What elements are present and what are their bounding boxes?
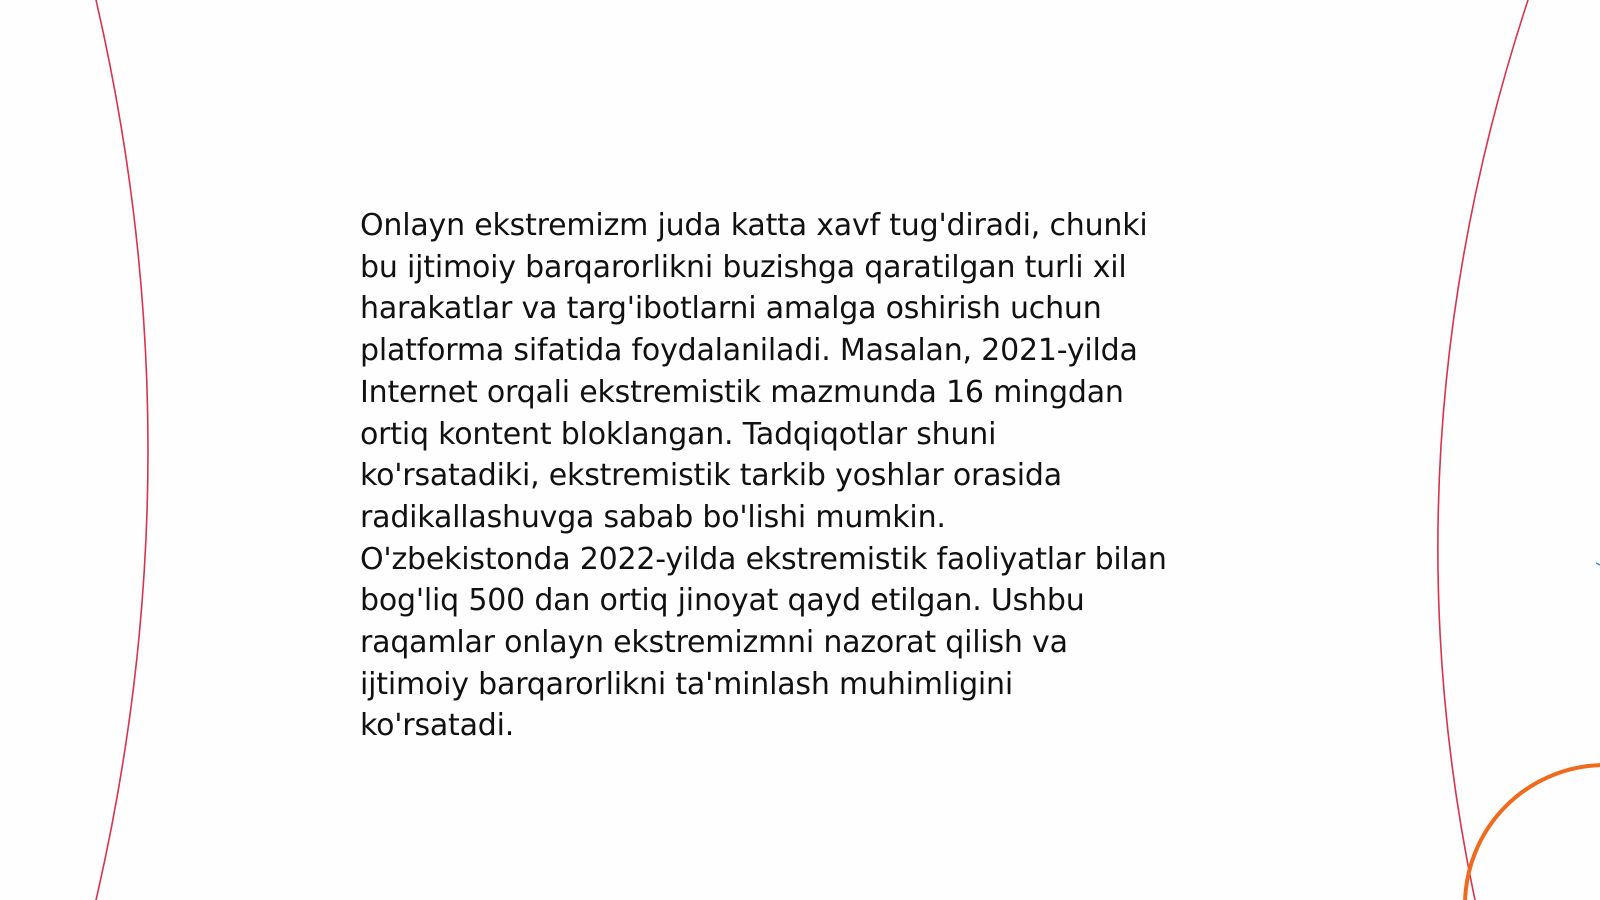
- paragraph-line: ko'rsatadiki, ekstremistik tarkib yoshlar orasida: [360, 458, 1062, 494]
- paragraph-line: ortiq kontent bloklangan. Tadqiqotlar shuni: [360, 416, 997, 452]
- paragraph-line: radikallashuvga sabab bo'lishi mumkin.: [360, 499, 946, 535]
- right-arc-line: [1438, 0, 1528, 900]
- left-arc-line: [96, 0, 148, 900]
- paragraph-line: ko'rsatadi.: [360, 708, 515, 744]
- paragraph-line: bu ijtimoiy barqarorlikni buzishga qaratilgan turli xil: [360, 249, 1127, 285]
- paragraph-line: raqamlar onlayn ekstremizmni nazorat qilish va: [360, 625, 1068, 661]
- paragraph-line: Onlayn ekstremizm juda katta xavf tug'diradi, chunki: [360, 208, 1148, 243]
- paragraph-line: platforma sifatida foydalaniladi. Masalan, 2021-yilda: [360, 333, 1138, 369]
- orange-arc-circle: [1465, 765, 1600, 900]
- blue-tick-mark: [1596, 563, 1600, 565]
- paragraph-line: ijtimoiy barqarorlikni ta'minlash muhimligini: [360, 666, 1013, 702]
- paragraph-line: harakatlar va targ'ibotlarni amalga oshirish uchun: [360, 291, 1102, 327]
- body-paragraph: [360, 205, 1260, 747]
- paragraph-line: Internet orqali ekstremistik mazmunda 16 mingdan: [360, 374, 1124, 410]
- paragraph-line: O'zbekistonda 2022-yilda ekstremistik faoliyatlar bilan: [360, 541, 1167, 577]
- paragraph-line: bog'liq 500 dan ortiq jinoyat qayd etilgan. Ushbu: [360, 583, 1085, 619]
